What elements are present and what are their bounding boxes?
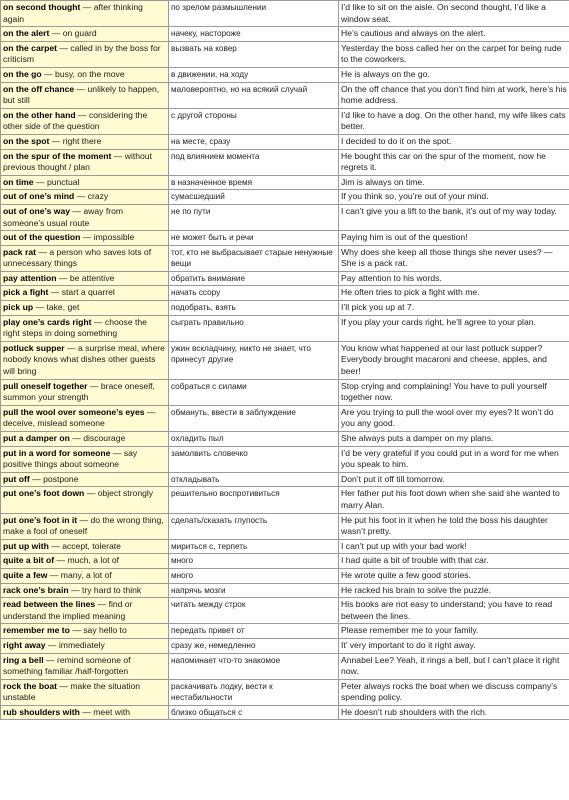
translation-cell: много	[169, 568, 339, 583]
translation-cell: сыграть правильно	[169, 315, 339, 341]
translation-cell: по зрелом размышлении	[169, 1, 339, 27]
idiom-meaning: start a quarrel	[61, 287, 115, 298]
idiom-dash: —	[70, 205, 84, 216]
idiom-term: out of the question	[3, 232, 81, 243]
idiom-meaning: a person who saves lots of unnecessary things	[3, 246, 152, 269]
idiom-term: read between the lines	[3, 599, 96, 610]
example-cell: Paying him is out of the question!	[339, 231, 569, 246]
idiom-term: quite a bit of	[3, 555, 55, 566]
idiom-cell	[1, 554, 169, 569]
idiom-meaning: impossible	[93, 232, 135, 243]
translation-cell: раскачивать лодку, вести к нестабильности	[169, 679, 339, 705]
translation-cell: под влиянием момента	[169, 149, 339, 175]
idiom-cell	[1, 341, 169, 379]
idiom-meaning: crazy	[87, 191, 109, 202]
idiom-cell	[1, 315, 169, 341]
idiom-cell	[1, 446, 169, 472]
table-row	[1, 624, 569, 639]
example-cell: I can’t put up with your bad work!	[339, 539, 569, 554]
example-cell: He is always on the go.	[339, 67, 569, 82]
example-cell: It’ very important to do it right away.	[339, 638, 569, 653]
translation-cell: много	[169, 554, 339, 569]
table-row	[1, 231, 569, 246]
idiom-term: pay attention	[3, 272, 57, 283]
idiom-meaning: without previous thought / plan	[3, 150, 152, 173]
idiom-term: put off	[3, 473, 30, 484]
idiom-term: put in a word for someone	[3, 447, 111, 458]
table-row	[1, 204, 569, 230]
idiom-dash: —	[43, 654, 57, 665]
example-cell: I’d like to sit on the aisle. On second thought, I’d like a window seat.	[339, 1, 569, 27]
idiom-term: on the alert	[3, 28, 50, 39]
idiom-dash: —	[84, 488, 98, 499]
table-row	[1, 446, 569, 472]
idiom-term: on the spot	[3, 135, 50, 146]
idiom-cell	[1, 583, 169, 598]
idiom-term: on the carpet	[3, 42, 57, 53]
table-row	[1, 41, 569, 67]
idiom-cell	[1, 472, 169, 487]
table-row	[1, 679, 569, 705]
idiom-term: rack one’s brain	[3, 584, 69, 595]
idiom-cell	[1, 653, 169, 679]
idiom-cell	[1, 432, 169, 447]
example-cell: I can’t give you a lift to the bank, it’s out of my way today.	[339, 204, 569, 230]
idiom-cell	[1, 705, 169, 720]
translation-cell: сумасшедший	[169, 190, 339, 205]
idiom-term: potluck supper	[3, 342, 65, 353]
idiom-meaning: away from someone’s usual route	[3, 205, 124, 228]
idiom-cell	[1, 513, 169, 539]
example-cell: Why does she keep all those things she never uses? — She is a pack rat.	[339, 245, 569, 271]
idiom-cell	[1, 27, 169, 42]
example-cell: Jim is always on time.	[339, 175, 569, 190]
idiom-cell	[1, 271, 169, 286]
idiom-meaning: try hard to think	[81, 584, 142, 595]
table-row	[1, 653, 569, 679]
idiom-meaning: do the wrong thing, make a fool of oneself	[3, 514, 164, 537]
idiom-cell	[1, 175, 169, 190]
example-cell: Pay attention to his words.	[339, 271, 569, 286]
idiom-dash: —	[56, 272, 70, 283]
idiom-meaning: after thinking again	[3, 2, 143, 24]
idiom-meaning: say positive things about someone	[3, 447, 138, 470]
idiom-dash: —	[54, 555, 68, 566]
idiom-cell	[1, 82, 169, 108]
example-cell: I’d be very grateful if you could put in a word for me when you speak to him.	[339, 446, 569, 472]
table-row	[1, 175, 569, 190]
idiom-meaning: immediately	[58, 639, 105, 650]
table-row	[1, 341, 569, 379]
idiom-term: on the spur of the moment	[3, 150, 112, 161]
idiom-meaning: many, a lot of	[60, 569, 112, 580]
table-row	[1, 315, 569, 341]
idiom-meaning: on guard	[62, 28, 97, 39]
idiom-dash: —	[69, 625, 84, 636]
translation-cell: в движении, на ходу	[169, 67, 339, 82]
idiom-meaning: right there	[62, 135, 102, 146]
idiom-meaning: be attentive	[69, 272, 115, 283]
idiom-cell	[1, 108, 169, 134]
idiom-dash: —	[91, 316, 105, 327]
idiom-term: put one’s foot in it	[3, 514, 78, 525]
idiom-term: on second thought	[3, 2, 81, 12]
table-row	[1, 67, 569, 82]
idiom-term: out of one’s way	[3, 205, 71, 216]
idiom-meaning: find or understand the implied meaning	[3, 599, 133, 621]
idiom-dash: —	[87, 380, 101, 391]
idiom-term: remember me to	[3, 625, 70, 636]
example-cell: He put his foot in it when he told the boss his daughter wasn’t pretty.	[339, 513, 569, 539]
idiom-dash: —	[79, 706, 94, 717]
idiom-term: pick up	[3, 302, 34, 313]
translation-cell: напоминает что-то знакомое	[169, 653, 339, 679]
idiom-cell	[1, 1, 169, 27]
translation-cell: вызвать на ковер	[169, 41, 339, 67]
table-row	[1, 271, 569, 286]
table-row	[1, 286, 569, 301]
translation-cell: начеку, настороже	[169, 27, 339, 42]
idiom-term: ring a bell	[3, 654, 44, 665]
idiom-dash: —	[74, 83, 88, 94]
translation-cell: обмануть, ввести в заблуждение	[169, 405, 339, 431]
idiom-cell	[1, 286, 169, 301]
idiom-term: rub shoulders with	[3, 706, 80, 717]
idiom-cell	[1, 134, 169, 149]
idiom-term: pack rat	[3, 246, 36, 257]
idiom-term: pick a fight	[3, 287, 49, 298]
table-row	[1, 432, 569, 447]
idiom-cell	[1, 245, 169, 271]
translation-cell: сделать/сказать глупость	[169, 513, 339, 539]
example-cell: He wrote quite a few good stories.	[339, 568, 569, 583]
translation-cell: на месте, сразу	[169, 134, 339, 149]
idiom-dash: —	[29, 473, 44, 484]
idiom-dash: —	[95, 599, 109, 610]
idiom-dash: —	[41, 68, 56, 79]
idiom-meaning: a surprise meal, where nobody knows what dishes other guests will bring	[3, 342, 165, 377]
idiom-cell	[1, 379, 169, 405]
idiom-meaning: object strongly	[97, 488, 154, 499]
example-cell: Her father put his foot down when she said she wanted to marry Alan.	[339, 487, 569, 513]
idiom-dash: —	[64, 342, 78, 353]
table-row	[1, 487, 569, 513]
idiom-term: put a damper on	[3, 433, 70, 443]
table-row	[1, 554, 569, 569]
translation-cell: тот, кто не выбрасывает старые ненужные вещи	[169, 245, 339, 271]
idiom-cell	[1, 204, 169, 230]
idiom-cell	[1, 568, 169, 583]
idiom-meaning: considering the other side of the question	[3, 109, 148, 132]
idiom-dash: —	[74, 191, 88, 202]
translation-cell: замолвить словечко	[169, 446, 339, 472]
idiom-meaning: choose the right steps in doing something	[3, 316, 147, 339]
table-row	[1, 27, 569, 42]
idiom-dash: —	[56, 680, 71, 691]
idiom-dash: —	[75, 109, 89, 120]
table-row	[1, 568, 569, 583]
idiom-meaning: accept, tolerate	[62, 540, 121, 551]
idiom-dash: —	[45, 639, 59, 650]
idiom-meaning: called in by the boss for criticism	[3, 42, 161, 65]
idiom-cell	[1, 67, 169, 82]
idiom-dash: —	[80, 2, 94, 12]
idiom-meaning: postpone	[43, 473, 79, 484]
translation-cell: читать между строк	[169, 598, 339, 624]
example-cell: Annabel Lee? Yeah, it rings a bell, but I can’t place it right now.	[339, 653, 569, 679]
idiom-dash: —	[35, 246, 50, 257]
idiom-cell	[1, 539, 169, 554]
idiom-term: pull the wool over someone’s eyes	[3, 406, 145, 417]
idioms-table-body	[1, 1, 569, 720]
idiom-meaning: busy, on the move	[55, 68, 125, 79]
idiom-cell	[1, 301, 169, 316]
idiom-meaning: much, a lot of	[67, 555, 120, 566]
example-cell: I decided to do it on the spot.	[339, 134, 569, 149]
idiom-meaning: punctual	[46, 176, 80, 187]
table-row	[1, 301, 569, 316]
idiom-dash: —	[49, 28, 63, 39]
table-row	[1, 190, 569, 205]
example-cell: Please remember me to your family.	[339, 624, 569, 639]
idiom-cell	[1, 405, 169, 431]
idiom-cell	[1, 598, 169, 624]
idiom-term: quite a few	[3, 569, 48, 580]
translation-cell: не может быть и речи	[169, 231, 339, 246]
idiom-meaning: take, get	[46, 302, 80, 313]
example-cell: I had quite a bit of trouble with that car.	[339, 554, 569, 569]
idiom-cell	[1, 679, 169, 705]
example-cell: If you think so, you’re out of your mind.	[339, 190, 569, 205]
idiom-dash: —	[48, 540, 63, 551]
translation-cell: охладить пыл	[169, 432, 339, 447]
idiom-term: out of one’s mind	[3, 191, 75, 202]
translation-cell: маловероятно, но на всякий случай	[169, 82, 339, 108]
translation-cell: в назначенное время	[169, 175, 339, 190]
example-cell: On the off chance that you don’t find him at work, here’s his home address.	[339, 82, 569, 108]
idiom-meaning: unlikely to happen, but still	[3, 83, 160, 106]
example-cell: I’ll pick you up at 7.	[339, 301, 569, 316]
idiom-cell	[1, 41, 169, 67]
example-cell: He racked his brain to solve the puzzle.	[339, 583, 569, 598]
idiom-dash: —	[48, 287, 62, 298]
translation-cell: ужин вскладчину, никто не знает, что принесут другие	[169, 341, 339, 379]
translation-cell: начать ссору	[169, 286, 339, 301]
translation-cell: обратить внимание	[169, 271, 339, 286]
idiom-dash: —	[56, 42, 71, 53]
idiom-dash: —	[68, 584, 82, 595]
table-row	[1, 245, 569, 271]
example-cell: I’d like to have a dog. On the other hand, my wife likes cats better.	[339, 108, 569, 134]
idiom-term: on the go	[3, 68, 42, 79]
idiom-cell	[1, 231, 169, 246]
example-cell: He bought this car on the spur of the moment, now he regrets it.	[339, 149, 569, 175]
example-cell: Are you trying to pull the wool over my eyes? It won’t do you any good.	[339, 405, 569, 431]
idiom-cell	[1, 149, 169, 175]
table-row	[1, 1, 569, 27]
idiom-term: put up with	[3, 540, 49, 551]
table-row	[1, 149, 569, 175]
idiom-dash: —	[80, 232, 94, 243]
idiom-term: on the other hand	[3, 109, 76, 120]
idiom-meaning: brace oneself, summon your strength	[3, 380, 155, 403]
example-cell: If you play your cards right, he’ll agree to your plan.	[339, 315, 569, 341]
example-cell: Yesterday the boss called her on the carpet for being rude to the coworkers.	[339, 41, 569, 67]
example-cell: He doesn’t rub shoulders with the rich.	[339, 705, 569, 720]
translation-cell: передать привет от	[169, 624, 339, 639]
idiom-cell	[1, 624, 169, 639]
table-row	[1, 379, 569, 405]
idiom-cell	[1, 190, 169, 205]
idiom-term: rock the boat	[3, 680, 57, 691]
example-cell: Don’t put it off till tomorrow.	[339, 472, 569, 487]
idiom-dash: —	[49, 135, 63, 146]
table-row	[1, 405, 569, 431]
idiom-meaning: discourage	[83, 433, 126, 443]
idiom-term: on the off chance	[3, 83, 75, 94]
idiom-dash: —	[33, 176, 47, 187]
idiom-dash: —	[110, 447, 124, 458]
table-row	[1, 539, 569, 554]
example-cell: Stop crying and complaining! You have to pull yourself together now.	[339, 379, 569, 405]
idiom-dash: —	[111, 150, 125, 161]
idiom-dash: —	[47, 569, 61, 580]
idiom-term: right away	[3, 639, 46, 650]
idiom-dash: —	[77, 514, 91, 525]
idiom-cell	[1, 487, 169, 513]
example-cell: She always puts a damper on my plans.	[339, 432, 569, 447]
example-cell: He often tries to pick a fight with me.	[339, 286, 569, 301]
table-row	[1, 472, 569, 487]
table-row	[1, 108, 569, 134]
table-row	[1, 134, 569, 149]
table-row	[1, 638, 569, 653]
example-cell: His books are not easy to understand; you have to read between the lines.	[339, 598, 569, 624]
translation-cell: мириться с, терпеть	[169, 539, 339, 554]
idiom-dash: —	[69, 433, 84, 443]
idiom-meaning: remind someone of something familiar /half-forgotten	[3, 654, 131, 677]
idiom-meaning: deceive, mislead someone	[3, 418, 105, 429]
translation-cell: собраться с силами	[169, 379, 339, 405]
idiom-term: on time	[3, 176, 34, 187]
idiom-meaning: make the situation unstable	[3, 680, 141, 703]
translation-cell: подобрать, взять	[169, 301, 339, 316]
translation-cell: с другой стороны	[169, 108, 339, 134]
idiom-term: put one’s foot down	[3, 488, 85, 499]
idiom-meaning: say hello to	[83, 625, 127, 636]
table-row	[1, 583, 569, 598]
translation-cell: не по пути	[169, 204, 339, 230]
idiom-term: pull oneself together	[3, 380, 88, 391]
example-cell: Peter always rocks the boat when we discuss company’s spending policy.	[339, 679, 569, 705]
table-row	[1, 513, 569, 539]
translation-cell: решительно воспротивиться	[169, 487, 339, 513]
idiom-dash: —	[33, 302, 47, 313]
idiom-term: play one’s cards right	[3, 316, 92, 327]
translation-cell: сразу же, немедленно	[169, 638, 339, 653]
translation-cell: напрячь мозги	[169, 583, 339, 598]
translation-cell: близко общаться с	[169, 705, 339, 720]
table-row	[1, 598, 569, 624]
idiom-meaning: meet with	[93, 706, 131, 717]
idiom-cell	[1, 638, 169, 653]
example-cell: He’s cautious and always on the alert.	[339, 27, 569, 42]
example-cell: You know what happened at our last potluck supper? Everybody brought macaroni and cheese, apples, and beer!	[339, 341, 569, 379]
table-row	[1, 705, 569, 720]
translation-cell: откладывать	[169, 472, 339, 487]
idiom-dash: —	[144, 406, 156, 417]
table-row	[1, 82, 569, 108]
